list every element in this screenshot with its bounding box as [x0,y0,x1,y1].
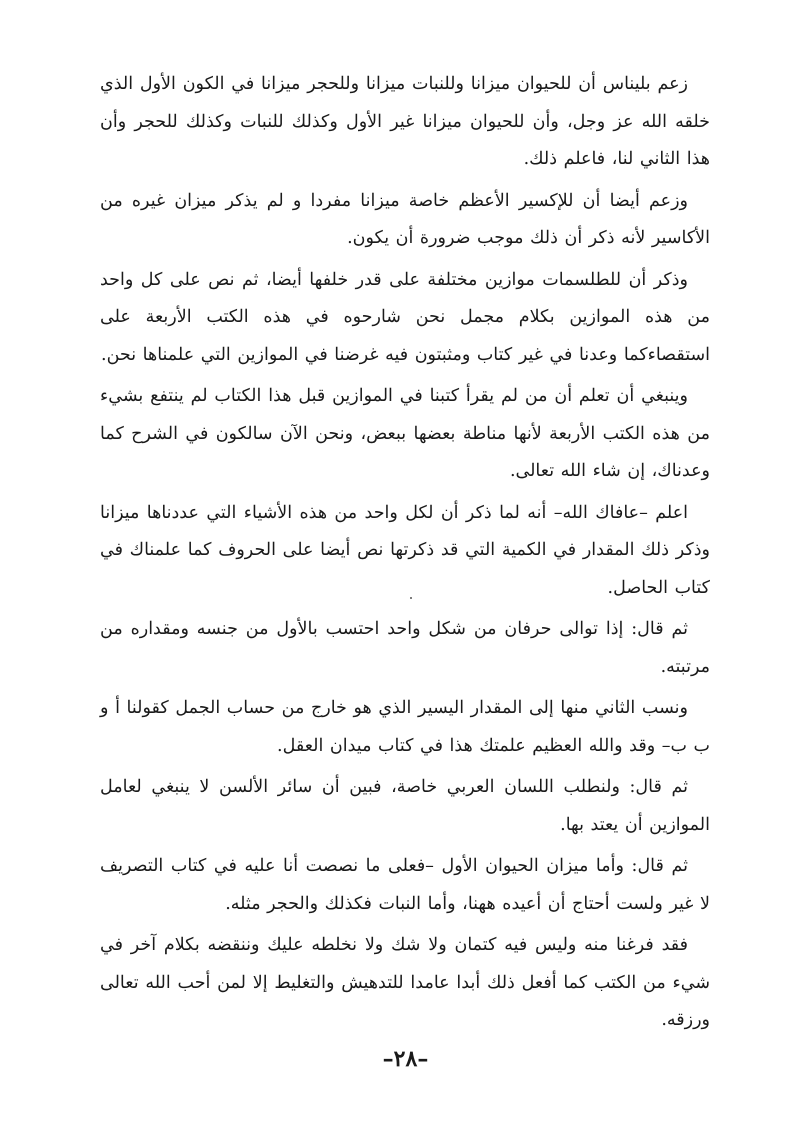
paragraph-1: زعم بليناس أن للحيوان ميزانا وللنبات ميزانا وللحجر ميزانا في الكون الأول الذي خلقه الله عز وجل، وأن للحيوان ميزانا غير الأول وكذلك للنبات وكذلك للحجر وأن هذا الثاني لنا، فاعلم ذلك. [100,74,710,169]
scan-speck [410,597,412,599]
paragraph-2: وزعم أيضا أن للإكسير الأعظم خاصة ميزانا مفردا و لم يذكر ميزان غيره من الأكاسير لأنه ذكر أن ذلك موجب ضرورة أن يكون. [100,190,710,248]
paragraph-7: ونسب الثاني منها إلى المقدار اليسير الذي هو خارج من حساب الجمل كقولنا أ و ب ب– وقد والله العظيم علمتك هذا في كتاب ميدان العقل. [100,698,710,756]
paragraph-6: ثم قال: إذا توالى حرفان من شكل واحد احتسب بالأول من جنسه ومقداره من مرتبته. [100,619,710,677]
paragraph-9: ثم قال: وأما ميزان الحيوان الأول –فعلى ما نصصت أنا عليه في كتاب التصريف لا غير ولست أحتاج أن أعيده ههنا، وأما النبات فكذلك والحجر مثله. [100,856,710,914]
paragraph-3: وذكر أن للطلسمات موازين مختلفة على قدر خلفها أيضا، ثم نص على كل واحد من هذه الموازين بكلام مجمل نحن شارحوه في هذه الكتب الأربعة على استقصاءكما وعدنا في غير كتاب ومثبتون فيه غرضنا في الموازين التي علمناها نحن. [100,269,710,365]
page-number: –٢٨– [382,1046,429,1072]
paragraph-4: وينبغي أن تعلم أن من لم يقرأ كتبنا في الموازين قبل هذا الكتاب لم ينتفع بشيء من هذه الكتب الأربعة لأنها مناطة بعضها ببعض، ونحن الآن سالكون في الشرح كما وعدناك، إن شاء الله تعالى. [100,386,710,481]
paragraph-8: ثم قال: ولنطلب اللسان العربي خاصة، فبين أن سائر الألسن لا ينبغي لعامل الموازين أن يعتد بها. [100,777,710,835]
body-text [100,66,710,1044]
paragraph-10: فقد فرغنا منه وليس فيه كتمان ولا شك ولا نخلطه عليك وننقضه بكلام آخر في شيء من الكتب كما أفعل ذلك أبدا عامدا للتدهيش والتغليط إلا لمن أحب الله تعالى ورزقه. [100,935,710,1030]
paragraph-5: اعلم –عافاك الله– أنه لما ذكر أن لكل واحد من هذه الأشياء التي عددناها ميزانا وذكر ذلك المقدار في الكمية التي قد ذكرتها نص أيضا على الحروف كما علمناك في كتاب الحاصل. [100,502,710,598]
